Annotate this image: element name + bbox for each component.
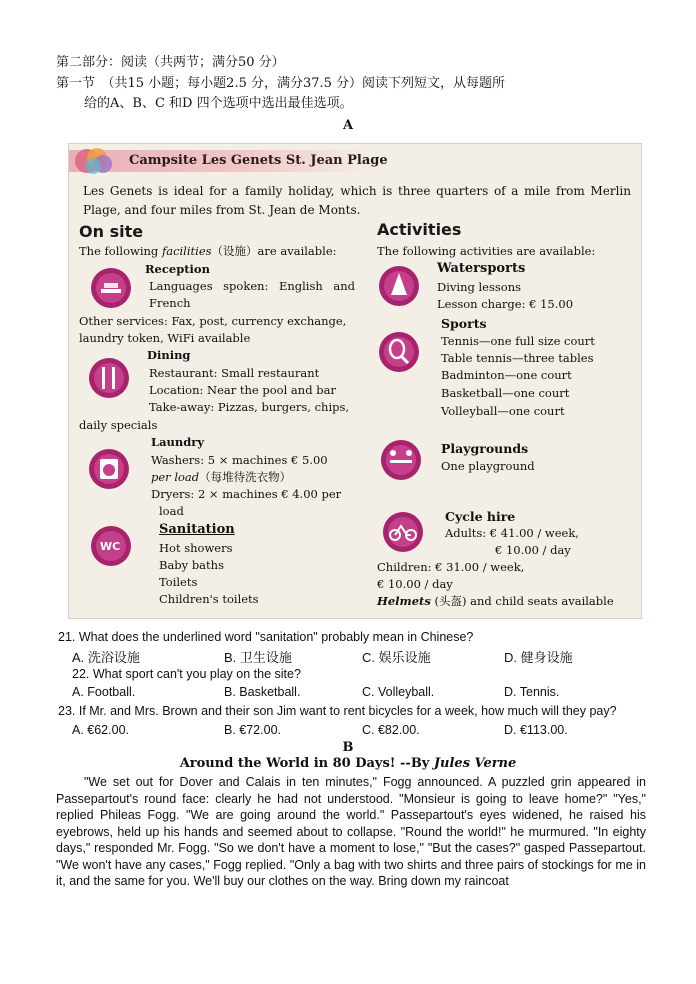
cycle-line1: Adults: € 41.00 / week,	[445, 526, 579, 540]
other-services-line2: laundry token, WiFi available	[79, 331, 251, 345]
sanitation-line1: Hot showers	[159, 541, 233, 555]
playgrounds-line1: One playground	[441, 459, 535, 473]
activities-lead: The following activities are available:	[377, 244, 596, 258]
question-23: 23. If Mr. and Mrs. Brown and their son Jim want to rent bicycles for a week, how much will they pay?	[58, 704, 617, 718]
passage-b-label: B	[342, 740, 354, 755]
dining-title: Dining	[147, 348, 191, 362]
passage-a-label: A	[342, 118, 354, 133]
q23-option-d: D. €113.00.	[504, 723, 568, 737]
sanitation-line3: Toilets	[159, 575, 198, 589]
laundry-line4: load	[159, 504, 184, 518]
campsite-intro: Les Genets is ideal for a family holiday, which is three quarters of a mile from Merlin Plage, and four miles from St. Jean de Monts.	[83, 184, 631, 217]
activities-heading: Activities	[377, 220, 462, 239]
reception-line1: Languages spoken: English and	[149, 279, 355, 293]
playground-icon	[379, 438, 423, 482]
campsite-logo-icon	[73, 146, 119, 176]
cycle-hire-title: Cycle hire	[445, 509, 516, 524]
section-instructions-1: 第一节 （共15 小题；每小题2.5 分，满分37.5 分）阅读下列短文，从每题所	[56, 76, 506, 91]
q23-option-a: A. €62.00.	[72, 723, 129, 737]
q22-option-d: D. Tennis.	[504, 685, 560, 699]
part-heading: 第二部分：阅读（共两节；满分50 分）	[56, 55, 285, 70]
question-22: 22. What sport can't you play on the site?	[72, 667, 301, 681]
reception-icon	[89, 266, 133, 310]
section-instructions-2: 给的A、B、C 和D 四个选项中选出最佳选项。	[84, 96, 353, 111]
dining-icon	[87, 356, 131, 400]
cycle-line3: Children: € 31.00 / week,	[377, 560, 525, 574]
reception-title: Reception	[145, 262, 210, 276]
q23-option-b: B. €72.00.	[224, 723, 281, 737]
sports-line3: Badminton—one court	[441, 368, 572, 382]
laundry-title: Laundry	[151, 435, 205, 449]
laundry-line2: per load（每堆待洗衣物）	[151, 470, 292, 484]
watersports-icon	[377, 264, 421, 308]
reception-line2: French	[149, 296, 191, 310]
q22-option-c: C. Volleyball.	[362, 685, 435, 699]
playgrounds-title: Playgrounds	[441, 441, 529, 456]
campsite-title: Campsite Les Genets St. Jean Plage	[129, 153, 388, 168]
question-21: 21. What does the underlined word "sanitation" probably mean in Chinese?	[58, 630, 474, 644]
laundry-line1: Washers: 5 × machines € 5.00	[151, 453, 328, 467]
q21-option-a: A. 洗浴设施	[72, 650, 140, 665]
sports-icon	[377, 330, 421, 374]
cycle-line4: € 10.00 / day	[377, 577, 453, 591]
q22-option-a: A. Football.	[72, 685, 136, 699]
cycle-line5: Helmets (头盔) and child seats available	[377, 594, 614, 608]
sports-line1: Tennis—one full size court	[441, 334, 595, 348]
sanitation-line2: Baby baths	[159, 558, 224, 572]
wc-label: WC	[100, 540, 121, 553]
dining-line4: daily specials	[79, 418, 158, 432]
sports-line4: Basketball—one court	[441, 386, 570, 400]
cycle-line2: € 10.00 / day	[495, 543, 571, 557]
dining-line2: Location: Near the pool and bar	[149, 383, 336, 397]
laundry-line3: Dryers: 2 × machines € 4.00 per	[151, 487, 342, 501]
sports-title: Sports	[441, 316, 487, 331]
bicycle-icon	[381, 510, 425, 554]
sports-line5: Volleyball—one court	[441, 404, 565, 418]
on-site-heading: On site	[79, 222, 144, 241]
dining-line1: Restaurant: Small restaurant	[149, 366, 320, 380]
sanitation-line4: Children's toilets	[159, 592, 259, 606]
other-services-line1: Other services: Fax, post, currency exchange,	[79, 314, 347, 328]
q21-option-d: D. 健身设施	[504, 650, 573, 665]
passage-b-text: "We set out for Dover and Calais in ten minutes," Fogg announced. A puzzled grin appeared in Passepartout's round face: clearly he had not understood. "Monsieur is going to leave home?" "Yes," replied Phileas Fogg. "We are going around the world." Passepartout's eyes widened, he raised his eyebrows, held up his hands and seemed about to collapse. "Round the world!" he murmured. "In eighty days," responded Mr. Fogg. "So we don't have a moment to lose," "But the cases?" gasped Passepartout. "We won't have any cases," Fogg replied. "Only a bag with two shirts and three pairs of stockings for me in it, and the same for you. We'll buy our clothes on the way. Bring down my raincoat	[56, 775, 646, 888]
q23-option-c: C. €82.00.	[362, 723, 420, 737]
q21-option-c: C. 娱乐设施	[362, 650, 431, 665]
q21-option-b: B. 卫生设施	[224, 650, 292, 665]
dining-line3: Take-away: Pizzas, burgers, chips,	[149, 400, 350, 414]
facilities-lead: The following facilities（设施）are available:	[79, 244, 337, 258]
q22-option-b: B. Basketball.	[224, 685, 301, 699]
sanitation-title: Sanitation	[159, 522, 235, 537]
watersports-title: Watersports	[437, 261, 526, 276]
watersports-line2: Lesson charge: € 15.00	[437, 297, 574, 311]
sports-line2: Table tennis—three tables	[441, 351, 594, 365]
laundry-icon	[87, 447, 131, 491]
passage-b-title: Around the World in 80 Days! --By Jules Verne	[179, 756, 517, 771]
watersports-line1: Diving lessons	[437, 280, 522, 294]
campsite-advert	[68, 143, 642, 619]
